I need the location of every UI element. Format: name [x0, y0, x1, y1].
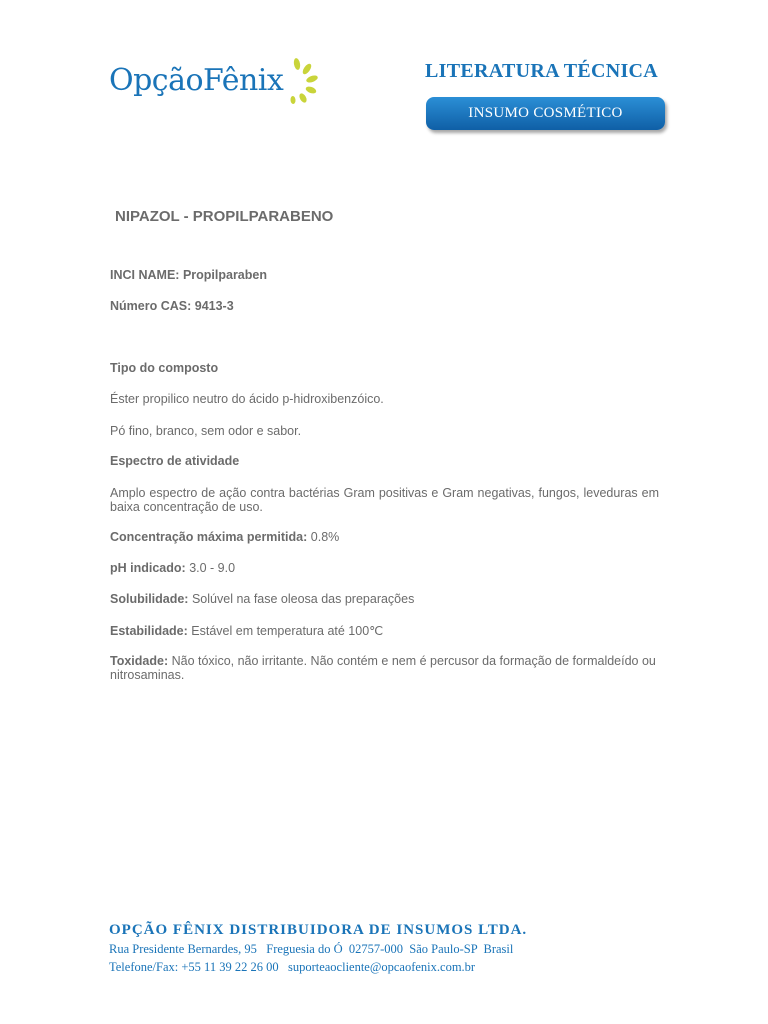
- tipo-heading: Tipo do composto: [110, 361, 219, 375]
- solubilidade-line: [110, 592, 660, 606]
- footer: [109, 922, 527, 975]
- solubilidade-value: Solúvel na fase oleosa das preparações: [191, 592, 415, 606]
- estabilidade-label: Estabilidade:: [110, 624, 188, 638]
- tipo-line-2: Pó fino, branco, sem odor e sabor.: [110, 424, 302, 438]
- inci-label: INCI NAME:: [110, 268, 180, 282]
- literature-title: LITERATURA TÉCNICA: [425, 60, 659, 82]
- toxidade-label: Toxidade:: [110, 654, 169, 668]
- espectro-heading: Espectro de atividade: [110, 454, 240, 468]
- concentracao-label: Concentração máxima permitida:: [110, 530, 308, 544]
- toxidade-line: [110, 654, 660, 682]
- concentracao-value: 0.8%: [310, 530, 340, 544]
- category-badge-label: INSUMO COSMÉTICO: [468, 105, 623, 121]
- ph-line: [110, 561, 660, 575]
- ph-label: pH indicado:: [110, 561, 186, 575]
- estabilidade-value: Estável em temperatura até 100℃: [191, 624, 384, 638]
- brand-name: OpçãoFênix: [109, 63, 284, 98]
- category-badge: [426, 97, 665, 130]
- sunburst-logo-icon: [285, 58, 319, 108]
- ph-value: 3.0 - 9.0: [189, 561, 236, 575]
- concentracao-line: [110, 530, 660, 544]
- inci-value: Propilparaben: [182, 268, 267, 282]
- cas-label: Número CAS:: [110, 299, 192, 313]
- tipo-line-1: Éster propilico neutro do ácido p-hidroxibenzóico.: [110, 392, 384, 406]
- footer-company: OPÇÃO FÊNIX DISTRIBUIDORA DE INSUMOS LTDA.: [109, 922, 528, 938]
- estabilidade-line: [110, 624, 660, 638]
- footer-contact: Telefone/Fax: +55 11 39 22 26 00 suporteaocliente@opcaofenix.com.br: [109, 960, 476, 974]
- cas-value: 9413-3: [194, 299, 234, 313]
- solubilidade-label: Solubilidade:: [110, 592, 189, 606]
- inci-line: [110, 268, 660, 282]
- toxidade-value: Não tóxico, não irritante. Não contém e nem é percusor da formação de formaldeído ou nitrosaminas.: [110, 654, 656, 682]
- document-title: NIPAZOL - PROPILPARABENO: [115, 208, 334, 225]
- cas-line: [110, 299, 660, 313]
- brand-logo: [109, 58, 319, 108]
- espectro-text: Amplo espectro de ação contra bactérias Gram positivas e Gram negativas, fungos, leveduras em baixa concentração de uso.: [110, 486, 659, 514]
- footer-address: Rua Presidente Bernardes, 95 Freguesia do Ó 02757-000 São Paulo-SP Brasil: [109, 942, 514, 956]
